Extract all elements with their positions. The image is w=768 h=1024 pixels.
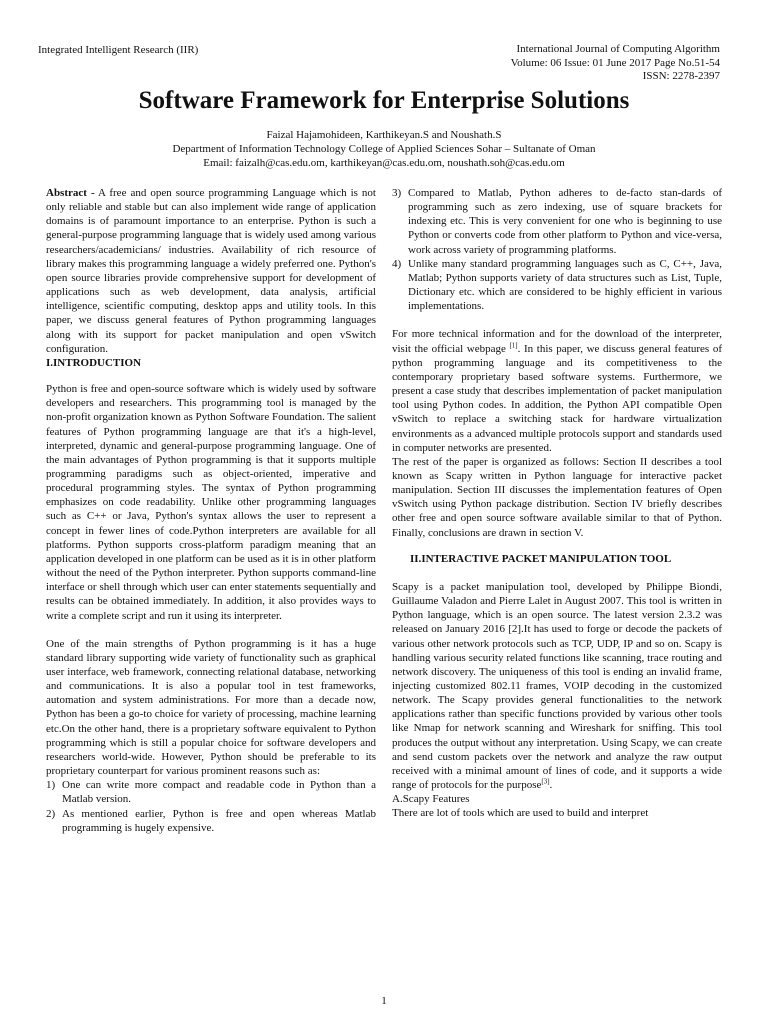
author-emails: Email: faizalh@cas.edu.om, karthikeyan@cas.edu.om, noushath.soh@cas.edu.om [203, 157, 565, 169]
page-number: 1 [381, 995, 387, 1007]
abstract-text: A free and open source programming Language which is not only reliable and stable but can also implement wide range of application domains is of paramount importance to an enterprise. Python is such a general-purpose programming language that is widely used among various researchers/academicians/ industries. Availability of rich resource of library makes this programming language a widely preferred one. Python's open source libraries provide comprehensive support for development of applications such as web development, data analysis, artificial intelligence, scientific computing, desktop apps and utility tools. In this paper, we discuss general features of Python programming languages along with its support for packet manipulation and open vSwitch configuration. [46, 187, 376, 355]
author-block [0, 128, 768, 170]
scapy-features-paragraph: There are lot of tools which are used to build and interpret [392, 807, 649, 820]
journal-volume: Volume: 06 Issue: 01 June 2017 Page No.51-54 [510, 56, 720, 69]
abstract [46, 186, 376, 356]
section-2-heading [392, 552, 722, 566]
list-item: 2) As mentioned earlier, Python is free and open whereas Matlab programming is hugely expensive. [46, 807, 376, 834]
right-column [392, 186, 722, 821]
citation: [1] [509, 340, 518, 349]
section-2-title: INTERACTIVE PACKET MANIPULATION TOOL [421, 552, 672, 565]
section-2-number: II. [410, 552, 422, 565]
section-1-heading: I.INTRODUCTION [46, 356, 142, 369]
author-names: Faizal Hajamohideen, Karthikeyan.S and Noushath.S [266, 129, 502, 141]
reasons-list-part1 [46, 778, 376, 835]
list-item: 1) One can write more compact and readable code in Python than a Matlab version. [46, 779, 376, 806]
reasons-list-part2 [392, 186, 722, 313]
left-column [46, 186, 376, 835]
journal-name: International Journal of Computing Algorithm [516, 43, 720, 55]
intro-paragraph-3: For more technical information and for the download of the interpreter, visit the official webpage [1]. In this paper, we discuss general features of python programming language and its competitiveness to the contemporary proprietary based software systems. Furthermore, we present a case study that describes implementation of packet manipulation tool using Python codes. In addition, the Python API compatible Open vSwitch to replace a switching stack for hardware virtualization environments as a advanced multiple protocols support and standards used in computer networks are presented. [392, 328, 722, 454]
paper-title: Software Framework for Enterprise Solutions [138, 87, 630, 114]
list-item: 4) Unlike many standard programming languages such as C, C++, Java, Matlab; Python supports variety of data structures such as List, Tuple, Dictionary etc. which are considered to be highly efficient in various implementations. [392, 257, 722, 313]
intro-paragraph-4: The rest of the paper is organized as follows: Section II describes a tool known as Scapy written in Python language for interactive packet manipulation. Section III discusses the implementation features of Open vSwitch using Python package distribution. Section IV briefly describes other free and open source software available similar to that of Python. Finally, conclusions are drawn in section V. [392, 455, 722, 539]
journal-info [511, 43, 720, 84]
subsection-heading: A.Scapy Features [392, 793, 470, 806]
list-item: 3) Compared to Matlab, Python adheres to de-facto stan-dards of programming such as zero indexing, use of square brackets for indexing etc. This is very convenient for one who is beginning to use Python or converts code from other platform to Python and vice-versa, work across variety of programming platforms. [392, 187, 722, 256]
intro-paragraph-2: One of the main strengths of Python programming is it has a huge standard library supporting wide variety of functionality such as graphical user interface, web framework, connecting relational database, networking and communications. It is also a popular tool in test frameworks, automation and system administrations. For more than a decade now, Python has been a go-to choice for variety of processing, machine learning etc.On the other hand, there is a proprietary software equivalent to Python programming which is still a popular choice for software developers and researchers world-wide. However, Python should be preferable to its proprietary counterpart for various prominent reasons such as: [46, 637, 376, 778]
citation: [3] [541, 777, 550, 786]
abstract-label: Abstract - [46, 187, 95, 199]
scapy-paragraph: Scapy is a packet manipulation tool, developed by Philippe Biondi, Guillaume Valadon and Pierre Lalet in August 2007. This tool is written in Python language, which is an open source. The latest version 2.3.2 was released on January 2016 [2].It has used to forge or decode the packets of various other network protocols such as TCP, UDP, IP and so on. Scapy is handling various security related functions like scanning, trace routing and network discovery. The uniqueness of this tool is ending an invalid frame, injecting customized 802.11 frames, VOIP decoding in the customized network. The Scapy provides general functionalities to the network applications rather than specific functions provided by various other tools like Nmap for network scanning and Wireshark for sniffing. This tool produces the output without any interpretation. Using Scapy, we can create and send custom packets over the network and analyze the raw output received with a minimal amount of lines of code, and it supports a wide range of protocols for the purpose[3]. [392, 580, 722, 792]
intro-paragraph-1: Python is free and open-source software which is widely used by software developers and researchers. This programming tool is managed by the non-profit organization known as Python Software Foundation. The salient features of Python programming language are that it's a high-level, interpreted, dynamic and general-purpose programming language. One of the main advantages of Python programming is that it supports multiple programming paradigms such as object-oriented, imperative and procedural programming styles. The syntax of Python programming emphasizes on code readability. Unlike other programming languages such as C++ or Java, Python's syntax allows the user to represent a concept in fewer lines of code.Python interpreters are available for all platforms. Python supports cross-platform paradigm meaning that an application developed in one platform can be used as it is in other platform without the need of the Python interpreter. Python supports command-line interface or shell through which user can enter statements sequentially and results can be obtained immediately. In addition, it also provides ways to write a complete script and run it using its interpreter. [46, 383, 376, 622]
journal-issn: ISSN: 2278-2397 [642, 70, 720, 82]
author-affiliation: Department of Information Technology College of Applied Sciences Sohar – Sultanate of Oman [172, 143, 596, 155]
journal-publisher: Integrated Intelligent Research (IIR) [38, 44, 199, 56]
